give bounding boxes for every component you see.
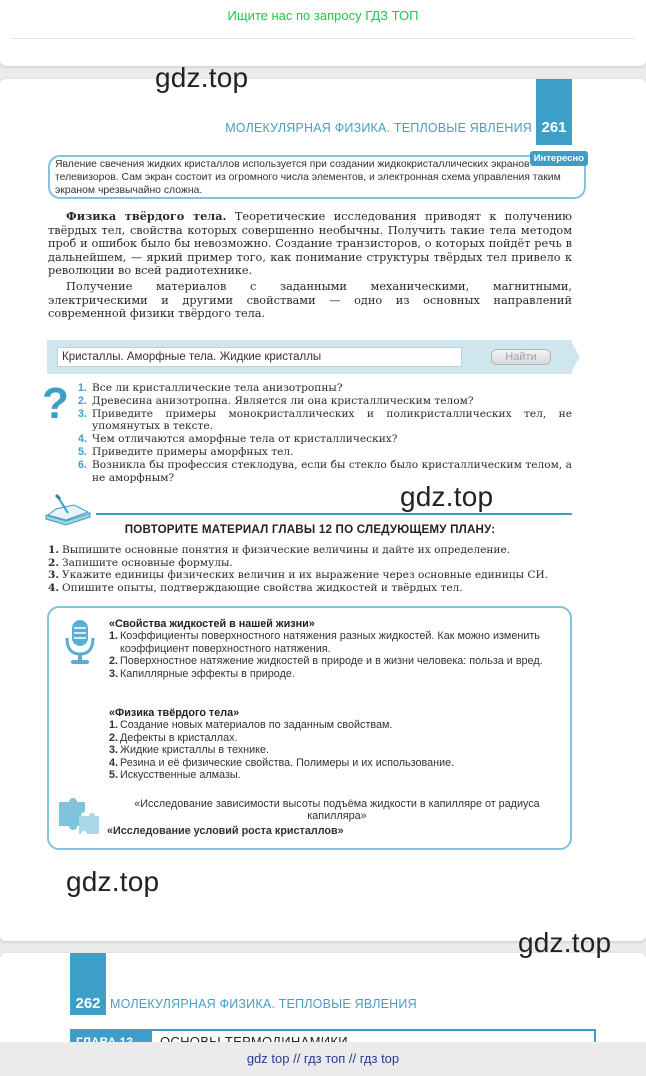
topic-item: 3. Жидкие кристаллы в технике.: [109, 744, 269, 757]
topic-item: 1. Коэффициенты поверхностного натяжения разных жидкостей. Как можно изменить коэффициент поверхностного натяжения.: [109, 630, 540, 655]
topic-group-solids: [109, 707, 561, 781]
banner-card: [0, 0, 646, 66]
search-button[interactable]: Найти: [491, 349, 551, 365]
paragraph-solid-state: [48, 210, 572, 278]
paragraph-text: Теоретические исследования приводят к получению твёрдых тел, свойства которых совершенно необычны. Получить такие тела методом проб и ошибок было бы невозможно. Создание транзисторов, о которых пойдёт речь в дальнейшем, — яркий пример того, как понимание структуры твёрдых тел привело к революции во всей радиотехнике.: [48, 210, 572, 278]
plan-item: 1. Выпишите основные понятия и физические величины и дайте их определение.: [48, 544, 511, 556]
search-input[interactable]: Кристаллы. Аморфные тела. Жидкие кристаллы: [57, 347, 462, 367]
interesting-box: [48, 155, 586, 199]
repeat-title: ПОВТОРИТЕ МАТЕРИАЛ ГЛАВЫ 12 ПО СЛЕДУЮЩЕМУ ПЛАНУ:: [124, 523, 496, 536]
banner-divider: [12, 38, 634, 39]
topic-group-liquids: [109, 618, 561, 680]
puzzle-icon: [55, 796, 101, 840]
watermark: gdz.top: [155, 62, 249, 93]
plan-item: 3. Укажите единицы физических величин и их выражение через основные единицы СИ.: [48, 569, 549, 581]
running-head: МОЛЕКУЛЯРНАЯ ФИЗИКА. ТЕПЛОВЫЕ ЯВЛЕНИЯ: [110, 997, 417, 1011]
question-mark-icon: ?: [42, 379, 69, 428]
topic-item: 2. Поверхностное натяжение жидкостей в природе и в жизни человека: польза и вред.: [109, 655, 543, 668]
paragraph-materials: Получение материалов с заданными механическими, магнитными, электрическими и другими свойствами — одно из основных направлений современной физики твёрдого тела.: [48, 280, 572, 321]
plan-item: 2. Запишите основные формулы.: [48, 556, 233, 569]
topic-item: 1. Создание новых материалов по заданным свойствам.: [109, 719, 393, 732]
question-item: 5. Приведите примеры аморфных тел.: [78, 445, 294, 458]
plan-item: 4. Опишите опыты, подтверждающие свойства жидкостей и твёрдых тел.: [48, 581, 463, 594]
question-item: 6. Возникла бы профессия стеклодува, если бы стекло было кристаллическим телом, а не аморфным?: [78, 458, 572, 484]
top-banner: [0, 0, 646, 70]
search-bar: [47, 340, 572, 374]
topics-box: [47, 606, 572, 850]
research-topic: «Исследование зависимости высоты подъёма жидкости в капилляре от радиуса капилляра»: [134, 798, 540, 823]
watermark: gdz.top: [400, 481, 494, 512]
watermark: gdz.top: [66, 866, 160, 897]
next-page: [0, 953, 646, 1053]
page-number: 262: [70, 953, 106, 1015]
question-item: 2. Древесина анизотропна. Является ли она кристаллическим телом?: [78, 394, 474, 407]
textbook-page: [0, 62, 646, 941]
banner-link[interactable]: Ищите нас по запросу ГДЗ ТОП: [227, 8, 419, 23]
page-number: 261: [536, 79, 572, 145]
section-rule: [96, 513, 572, 515]
topic-item: 3. Капиллярные эффекты в природе.: [109, 667, 295, 680]
paragraph-lead: Физика твёрдого тела.: [66, 209, 227, 223]
review-plan: [48, 544, 572, 594]
topic-item: 4. Резина и её физические свойства. Полимеры и их использование.: [109, 756, 455, 769]
search-arrow-shape: [570, 340, 580, 374]
interesting-tag: Интересно: [530, 151, 588, 166]
topic-item: 5. Искусственные алмазы.: [109, 769, 241, 782]
topic-title: «Физика твёрдого тела»: [109, 707, 240, 719]
research-topic: «Исследование условий роста кристаллов»: [107, 825, 344, 837]
topic-title: «Свойства жидкостей в нашей жизни»: [109, 618, 315, 630]
topic-item: 2. Дефекты в кристаллах.: [109, 731, 238, 744]
interesting-text: Явление свечения жидких кристаллов используется при создании жидкокристаллических экранов телевизоров. Сам экран состоит из огромного числа элементов, и электронная схема управления таким экраном чрезвычайно сложна.: [55, 159, 561, 196]
question-item: 4. Чем отличаются аморфные тела от кристаллических?: [78, 433, 398, 446]
questions-list: [78, 382, 572, 484]
question-item: 1. Все ли кристаллические тела анизотропны?: [78, 382, 343, 394]
bottom-links[interactable]: gdz top // гдз топ // гдз top: [246, 1051, 400, 1066]
running-head: МОЛЕКУЛЯРНАЯ ФИЗИКА. ТЕПЛОВЫЕ ЯВЛЕНИЯ: [225, 121, 532, 135]
question-item: 3. Приведите примеры монокристаллических и поликристаллических тел, не упомянутых в тексте.: [78, 407, 572, 433]
watermark: gdz.top: [518, 927, 612, 958]
microphone-icon: [63, 618, 97, 666]
